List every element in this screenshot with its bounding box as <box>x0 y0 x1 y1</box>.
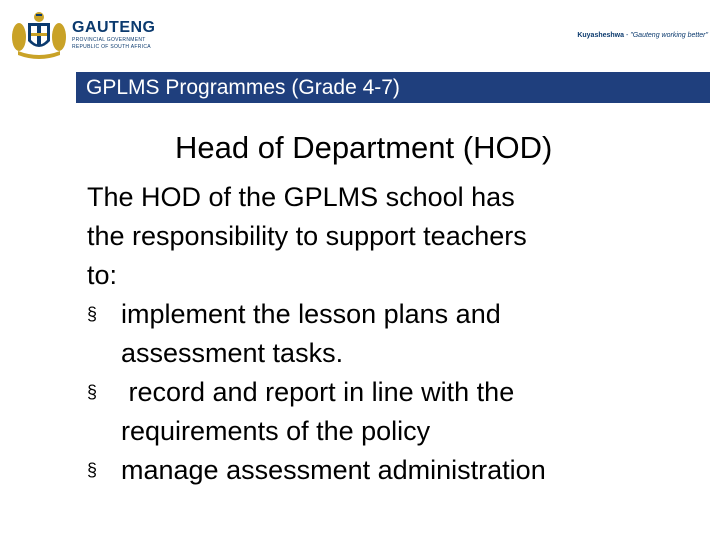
tagline-separator: - <box>624 32 631 39</box>
logo-subtitle-line-1: PROVINCIAL GOVERNMENT <box>72 37 146 43</box>
tagline-slogan: "Gauteng working better" <box>630 32 708 39</box>
intro-line: the responsibility to support teachers <box>87 221 527 251</box>
bullet-text: record and report in line with the <box>121 377 515 407</box>
slide-title: Head of Department (HOD) <box>175 130 553 165</box>
programme-banner <box>76 72 710 103</box>
gauteng-logo <box>10 10 156 60</box>
banner-text: GPLMS Programmes (Grade 4-7) <box>86 75 400 99</box>
bullet-marker: § <box>87 304 98 324</box>
intro-line: The HOD of the GPLMS school has <box>87 182 515 212</box>
tagline <box>577 32 708 39</box>
bullet-text: requirements of the policy <box>121 416 431 446</box>
slide-body <box>87 178 707 490</box>
bullet-item <box>87 295 707 373</box>
bullet-item <box>87 451 707 490</box>
gauteng-coat-of-arms-icon <box>10 11 68 59</box>
logo-name: GAUTENG <box>72 19 156 36</box>
tagline-brand: Kuyasheshwa <box>577 32 625 39</box>
logo-subtitle-line-2: REPUBLIC OF SOUTH AFRICA <box>72 44 151 50</box>
slide-header <box>0 0 720 72</box>
bullet-marker: § <box>87 460 98 480</box>
logo-text <box>72 20 156 50</box>
bullet-list <box>87 295 707 490</box>
intro-line: to: <box>87 260 118 290</box>
bullet-text: assessment tasks. <box>121 338 344 368</box>
bullet-marker: § <box>87 382 98 402</box>
bullet-text: manage assessment administration <box>121 455 546 485</box>
bullet-item <box>87 373 707 451</box>
bullet-text: implement the lesson plans and <box>121 299 501 329</box>
